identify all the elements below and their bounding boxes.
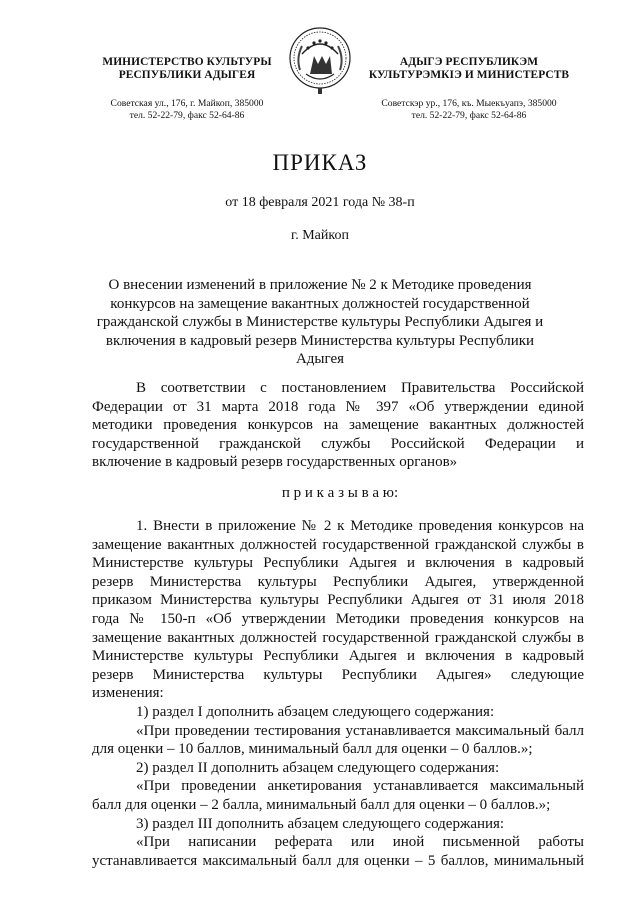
preamble-line: Федерации от 31 марта 2018 года № 397 «Об утверждении единой (92, 398, 584, 415)
item1-line: Министерстве культуры Республики Адыгея и включения в кадровый (92, 555, 584, 572)
preamble-line: государственной гражданской службы Российской Федерации и (92, 435, 584, 452)
document-subject (90, 276, 550, 369)
document-type: ПРИКАЗ (272, 150, 368, 175)
preamble (92, 379, 584, 472)
item1-line: резерв Министерства культуры Республики Адыгея, утвержденной (92, 573, 584, 590)
phone-ru-line: тел. 52-22-79, факс 52-64-86 (129, 109, 245, 121)
item1-line: приказом Министерства культуры Республики Адыгея от 31 июля 2018 (92, 592, 584, 609)
sub-item-1-text: «При проведении тестирования устанавливается максимальный балл (136, 722, 584, 739)
preamble-line: методики проведения конкурсов на замещение вакантных должностей (92, 417, 584, 434)
sub-item-1-text: для оценки – 10 баллов, минимальный балл для оценки – 0 баллов.»; (92, 741, 533, 758)
sub-item-2-text: «При проведении анкетирования устанавливается максимальный (136, 778, 584, 795)
address-ru-line1: Советская ул., 176, г. Майкоп, 385000 (110, 98, 264, 109)
item1-line: замещение вакантных должностей государственной гражданской службы в (92, 536, 584, 553)
order-word: п р и к а з ы в а ю: (281, 485, 399, 501)
subject-line: гражданской службы в Министерстве культуры Республики Адыгея и (96, 314, 544, 331)
ministry-address-ru (92, 98, 282, 121)
sub-item-3-text: устанавливается максимальный балл для оценки – 5 баллов, минимальный (92, 852, 584, 869)
ministry-name-ru-line1: МИНИСТЕРСТВО КУЛЬТУРЫ (102, 56, 272, 68)
address-ady-line1: Советскэр ур., 176, къ. Мыекъуапэ, 385000 (381, 98, 557, 109)
sub-item-1-title: 1) раздел I дополнить абзацем следующего содержания: (136, 703, 495, 720)
ministry-name-ru (92, 56, 282, 82)
item1-line: замещение вакантных должностей государственной гражданской службы в (92, 629, 584, 646)
sub-item-3-text: «При написании реферата или иной письменной работы (136, 834, 584, 851)
city: г. Майкоп (291, 228, 349, 243)
item-1 (92, 517, 584, 870)
ministry-name-ady-line2: КУЛЬТУРЭМКIЭ И МИНИСТЕРСТВ (368, 69, 570, 81)
subject-line: конкурсов на замещение вакантных должностей государственной (110, 295, 530, 312)
item1-line: изменения: (92, 685, 164, 702)
subject-line: включения в кадровый резерв Министерства культуры Республики Адыгея (105, 332, 535, 368)
sub-item-3-title: 3) раздел III дополнить абзацем следующего содержания: (136, 815, 505, 832)
date-and-number: от 18 февраля 2021 года № 38-п (225, 195, 415, 210)
item1-line: года № 150-п «Об утверждении Методики проведения конкурсов на (92, 610, 584, 627)
ministry-name-ady-line1: АДЫГЭ РЕСПУБЛИКЭМ (399, 56, 539, 68)
ministry-address-ady (356, 98, 582, 121)
preamble-line: включение в кадровый резерв государственных органов» (92, 454, 458, 471)
sub-item-2-title: 2) раздел II дополнить абзацем следующего содержания: (136, 759, 500, 776)
item1-line: 1. Внести в приложение № 2 к Методике проведения конкурсов на (136, 518, 584, 534)
subject-line: О внесении изменений в приложение № 2 к Методике проведения (108, 277, 532, 293)
item1-line: резерв Министерства культуры Республики Адыгея» следующие (92, 666, 584, 683)
ministry-name-ru-line2: РЕСПУБЛИКИ АДЫГЕЯ (118, 69, 256, 81)
republic-emblem-icon (288, 24, 352, 98)
sub-item-2-text: балл для оценки – 2 балла, минимальный балл для оценки – 0 баллов.»; (92, 796, 551, 813)
phone-ady-line: тел. 52-22-79, факс 52-64-86 (411, 109, 527, 121)
item1-line: Министерстве культуры Республики Адыгея и включения в кадровый (92, 648, 584, 665)
preamble-line: В соответствии с постановлением Правительства Российской (136, 380, 584, 396)
ministry-name-ady (356, 56, 582, 82)
